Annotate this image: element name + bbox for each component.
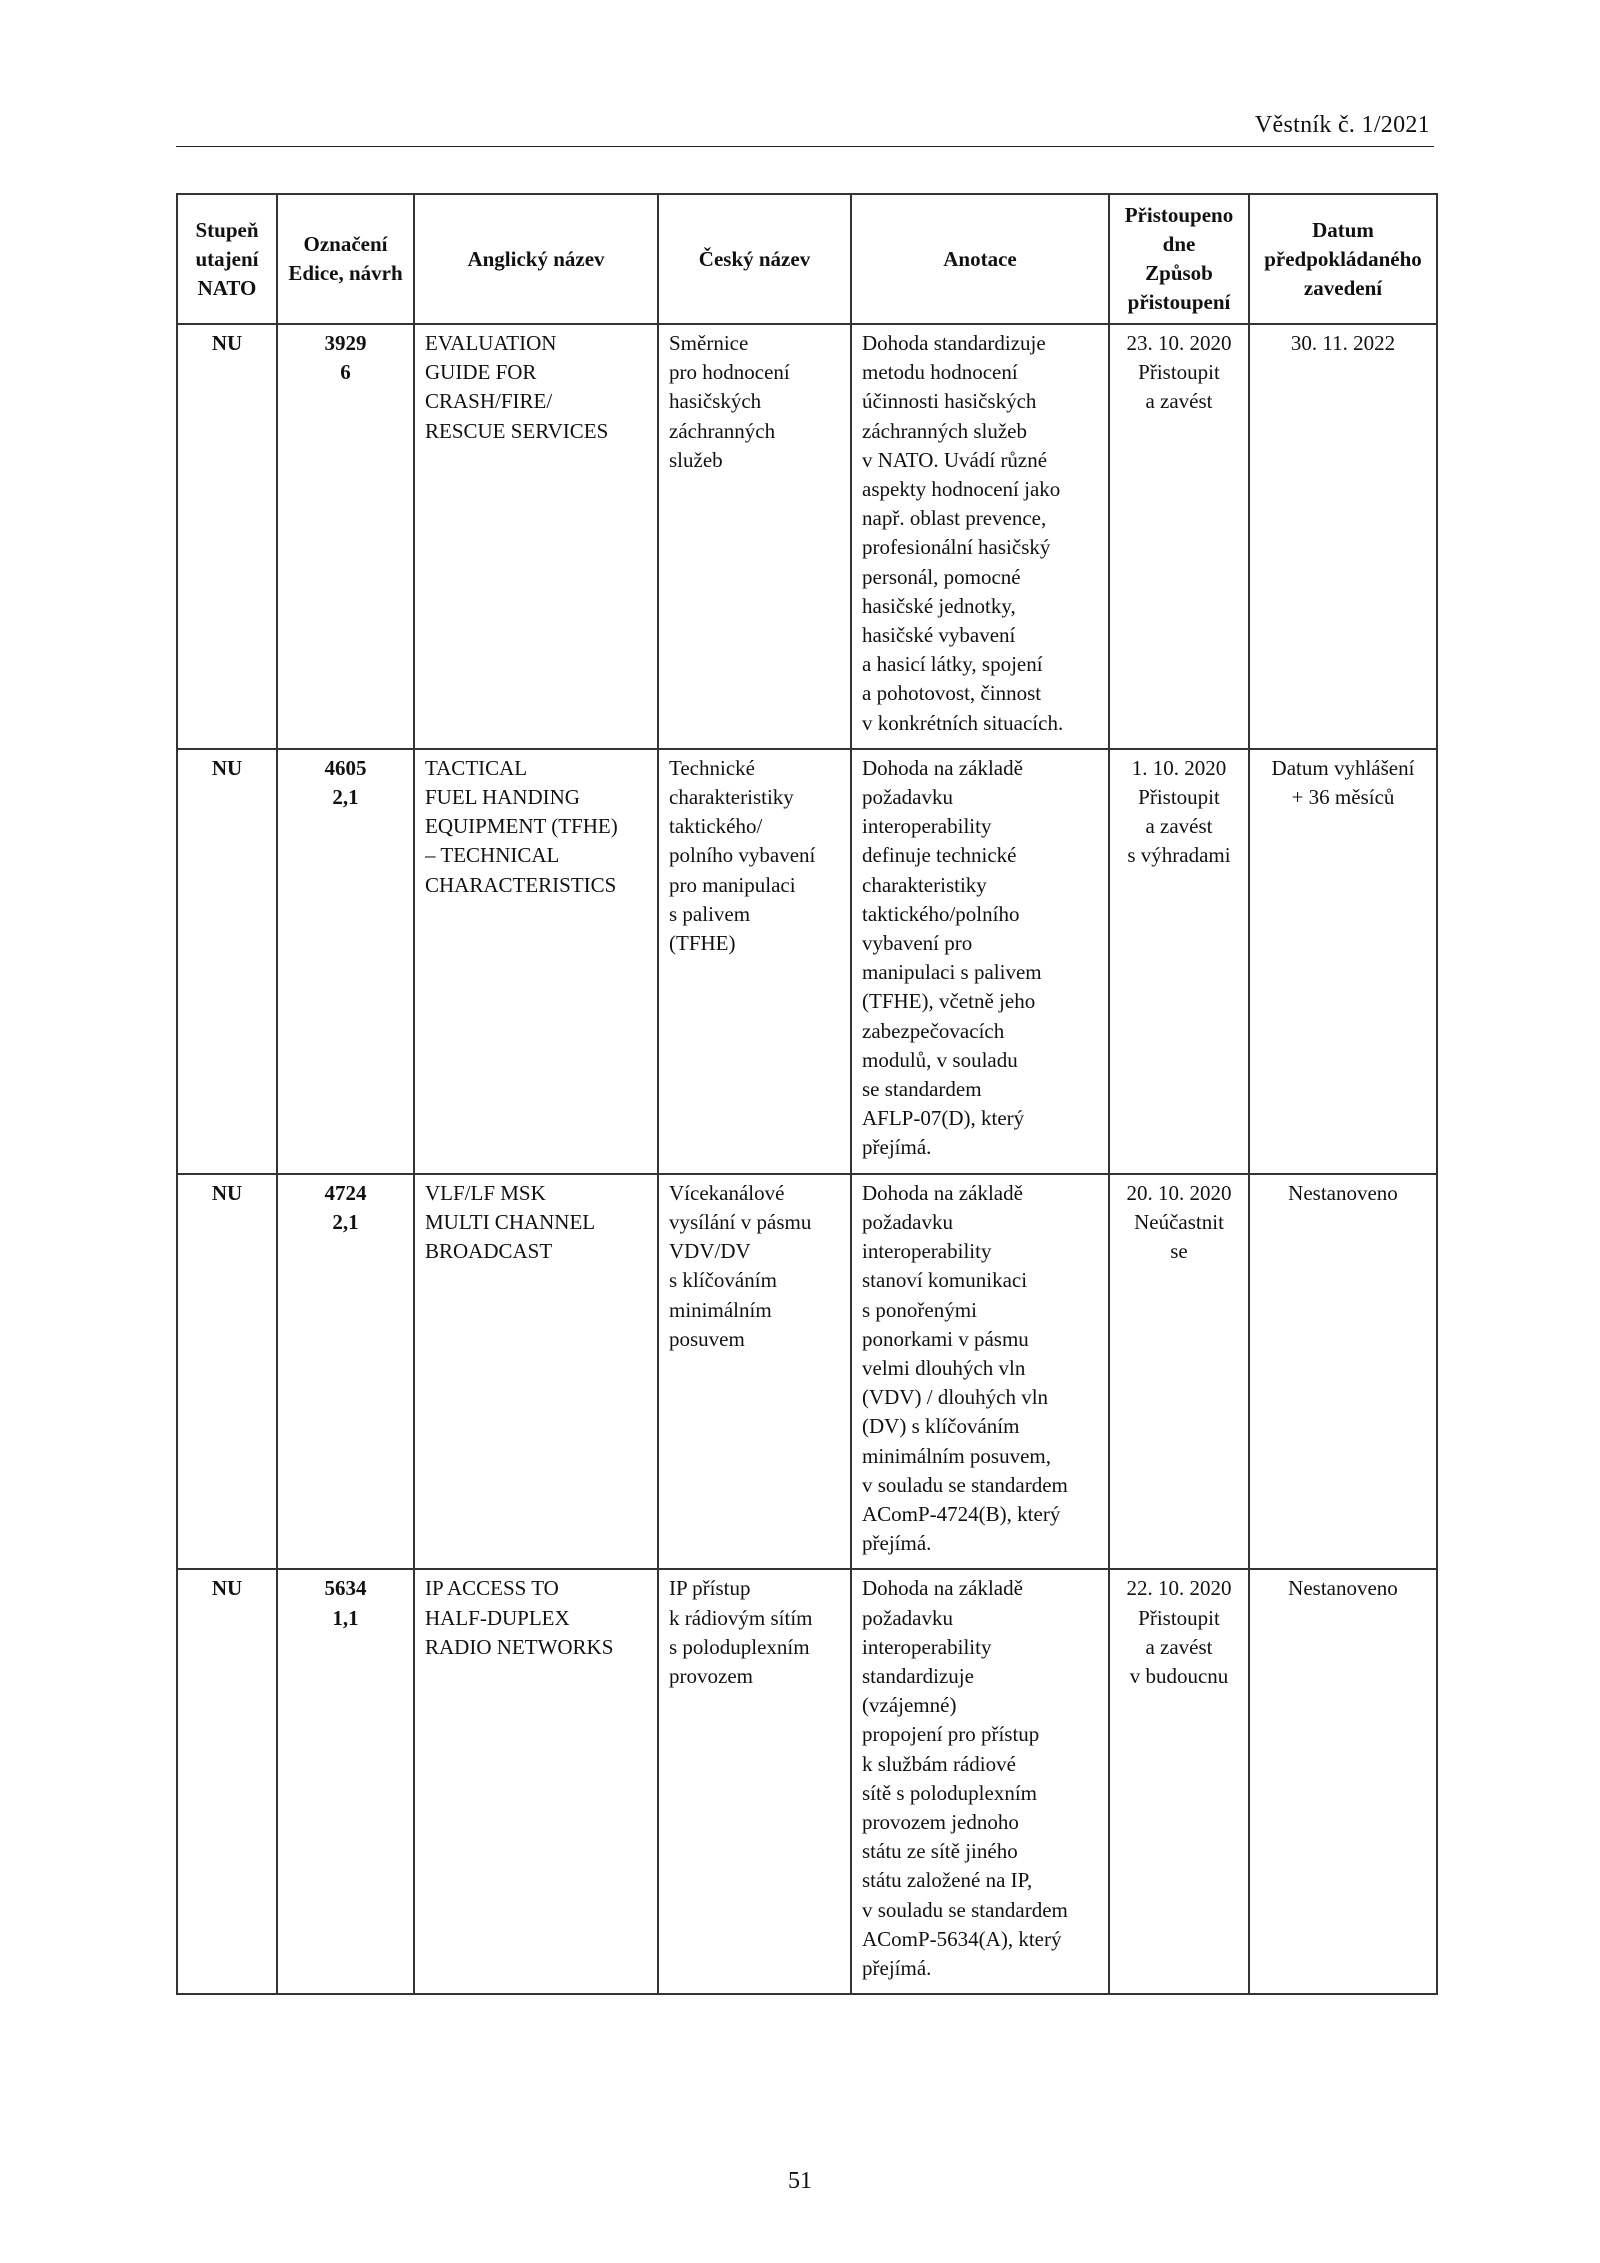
cell-english-title: IP ACCESS TO HALF-DUPLEX RADIO NETWORKS xyxy=(414,1569,658,1994)
cell-accession: 20. 10. 2020 Neúčastnit se xyxy=(1109,1174,1249,1570)
cell-classification: NU xyxy=(177,324,277,749)
cell-classification: NU xyxy=(177,1174,277,1570)
cell-implementation-date: Datum vyhlášení + 36 měsíců xyxy=(1249,749,1437,1174)
cell-classification: NU xyxy=(177,1569,277,1994)
standards-table xyxy=(176,193,1438,1995)
header-divider xyxy=(176,146,1434,147)
cell-designation: 3929 6 xyxy=(277,324,414,749)
bulletin-header: Věstník č. 1/2021 xyxy=(1254,112,1430,138)
cell-english-title: VLF/LF MSK MULTI CHANNEL BROADCAST xyxy=(414,1174,658,1570)
table-row xyxy=(177,749,1437,1174)
cell-implementation-date: 30. 11. 2022 xyxy=(1249,324,1437,749)
table-row xyxy=(177,1569,1437,1994)
cell-implementation-date: Nestanoveno xyxy=(1249,1569,1437,1994)
col-header-english-title: Anglický název xyxy=(414,194,658,324)
cell-accession: 1. 10. 2020 Přistoupit a zavést s výhradami xyxy=(1109,749,1249,1174)
cell-accession: 22. 10. 2020 Přistoupit a zavést v budoucnu xyxy=(1109,1569,1249,1994)
cell-english-title: TACTICAL FUEL HANDING EQUIPMENT (TFHE) – TECHNICAL CHARACTERISTICS xyxy=(414,749,658,1174)
cell-annotation: Dohoda standardizuje metodu hodnocení účinnosti hasičských záchranných služeb v NATO. Uvádí různé aspekty hodnocení jako např. oblast prevence, profesionální hasičský personál, pomocné hasičské jednotky, hasičské vybavení a hasicí látky, spojení a pohotovost, činnost v konkrétních situacích. xyxy=(851,324,1109,749)
table-body xyxy=(177,324,1437,1994)
cell-czech-title: IP přístup k rádiovým sítím s poloduplexním provozem xyxy=(658,1569,851,1994)
cell-classification: NU xyxy=(177,749,277,1174)
col-header-designation: Označení Edice, návrh xyxy=(277,194,414,324)
cell-annotation: Dohoda na základě požadavku interoperability stanoví komunikaci s ponořenými ponorkami v pásmu velmi dlouhých vln (VDV) / dlouhých vln (DV) s klíčováním minimálním posuvem, v souladu se standardem AComP-4724(B), který přejímá. xyxy=(851,1174,1109,1570)
col-header-classification: Stupeň utajení NATO xyxy=(177,194,277,324)
cell-english-title: EVALUATION GUIDE FOR CRASH/FIRE/ RESCUE SERVICES xyxy=(414,324,658,749)
cell-czech-title: Technické charakteristiky taktického/ polního vybavení pro manipulaci s palivem (TFHE) xyxy=(658,749,851,1174)
page-number: 51 xyxy=(788,2168,812,2194)
cell-designation: 5634 1,1 xyxy=(277,1569,414,1994)
col-header-implementation-date: Datum předpokládaného zavedení xyxy=(1249,194,1437,324)
cell-designation: 4724 2,1 xyxy=(277,1174,414,1570)
col-header-annotation: Anotace xyxy=(851,194,1109,324)
cell-czech-title: Směrnice pro hodnocení hasičských záchranných služeb xyxy=(658,324,851,749)
table-header xyxy=(177,194,1437,324)
table-row xyxy=(177,1174,1437,1570)
cell-accession: 23. 10. 2020 Přistoupit a zavést xyxy=(1109,324,1249,749)
table-row xyxy=(177,324,1437,749)
cell-annotation: Dohoda na základě požadavku interoperability standardizuje (vzájemné) propojení pro přístup k službám rádiové sítě s poloduplexním provozem jednoho státu ze sítě jiného státu založené na IP, v souladu se standardem AComP-5634(A), který přejímá. xyxy=(851,1569,1109,1994)
cell-designation: 4605 2,1 xyxy=(277,749,414,1174)
header-row xyxy=(177,194,1437,324)
cell-czech-title: Vícekanálové vysílání v pásmu VDV/DV s klíčováním minimálním posuvem xyxy=(658,1174,851,1570)
cell-implementation-date: Nestanoveno xyxy=(1249,1174,1437,1570)
col-header-czech-title: Český název xyxy=(658,194,851,324)
cell-annotation: Dohoda na základě požadavku interoperability definuje technické charakteristiky taktického/polního vybavení pro manipulaci s palivem (TFHE), včetně jeho zabezpečovacích modulů, v souladu se standardem AFLP-07(D), který přejímá. xyxy=(851,749,1109,1174)
col-header-accession: Přistoupeno dne Způsob přistoupení xyxy=(1109,194,1249,324)
